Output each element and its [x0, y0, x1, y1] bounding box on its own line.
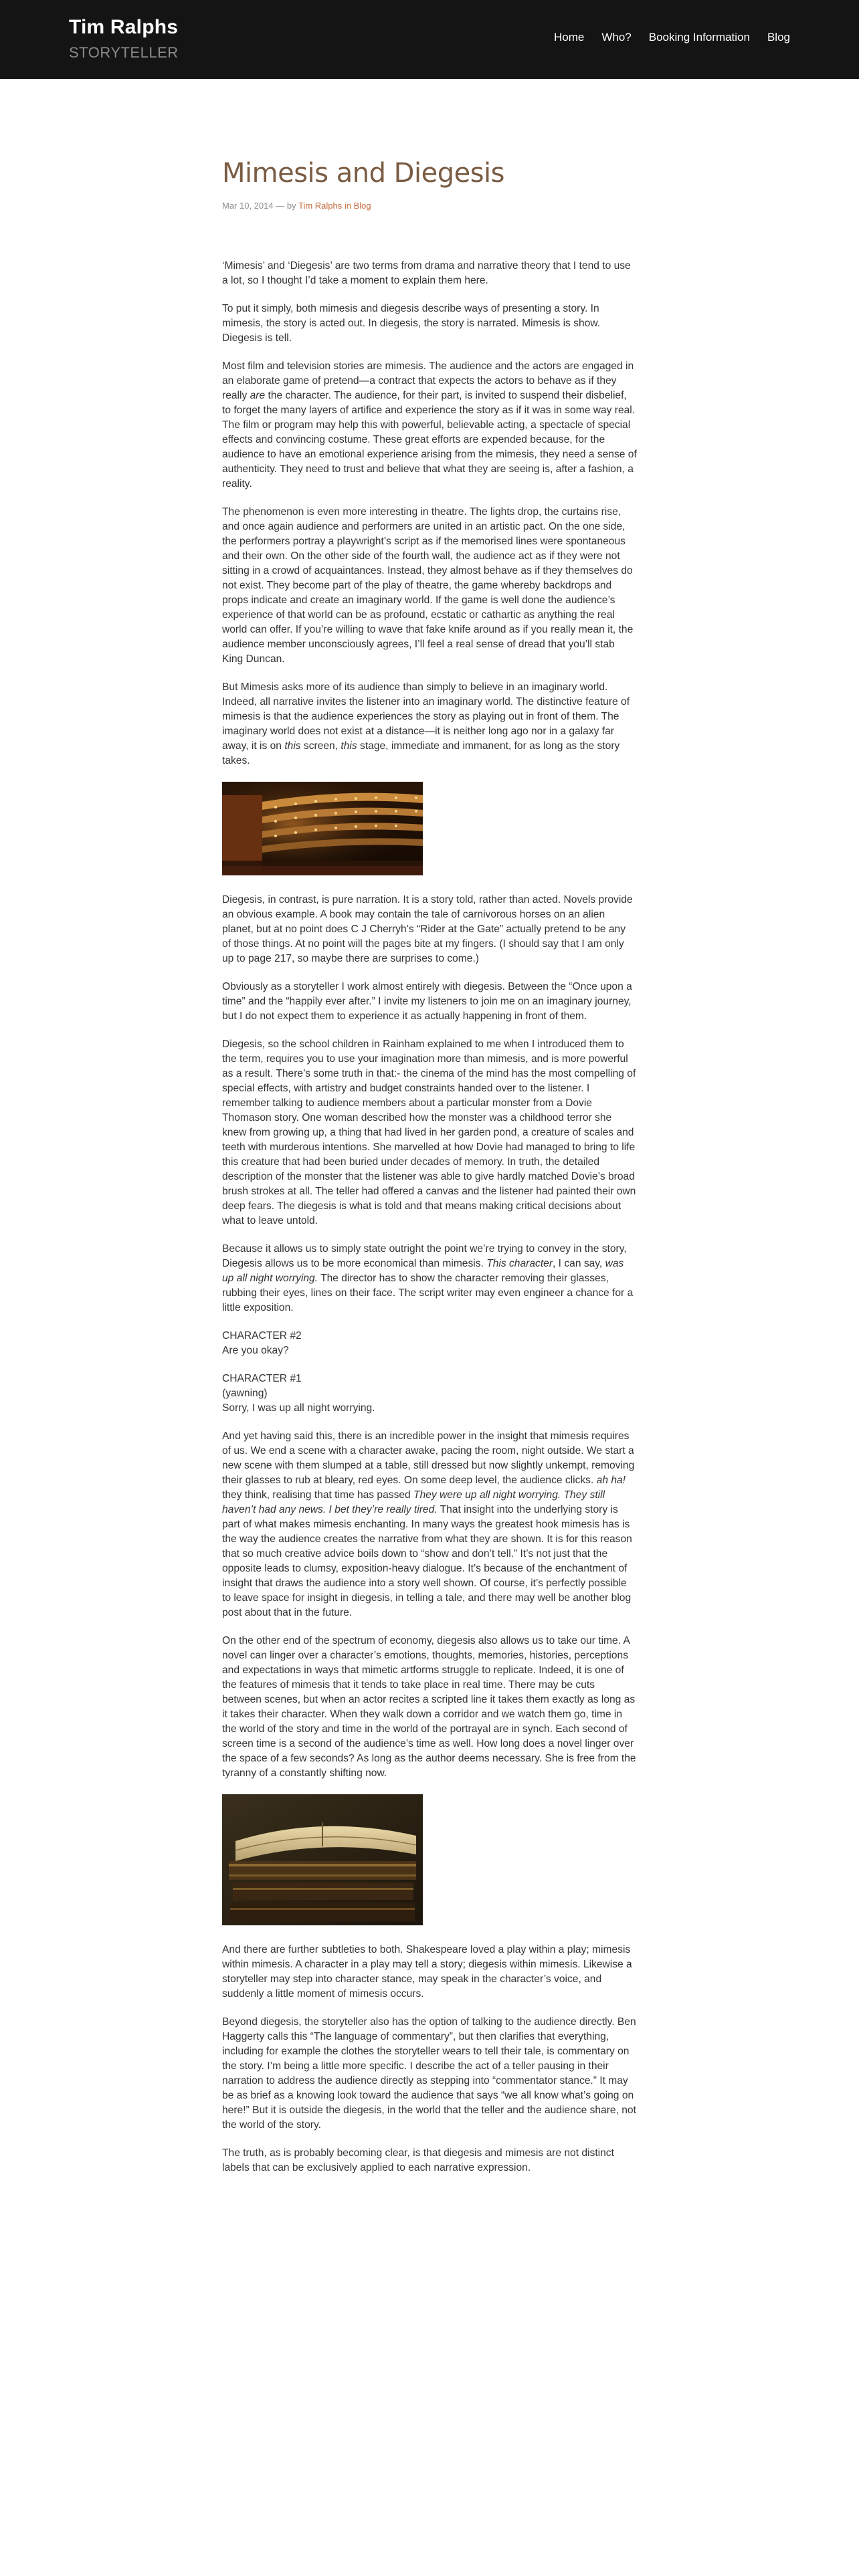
post-author-link[interactable]: Tim Ralphs	[298, 201, 343, 211]
post-category-link[interactable]: Blog	[353, 201, 371, 211]
paragraph: The truth, as is probably becoming clear, is that diegesis and mimesis are not distinct labels that can be exclusively applied to each narrative expression.	[222, 2147, 614, 2173]
nav-home[interactable]: Home	[553, 31, 585, 43]
paragraph: Most film and television stories are mimesis. The audience and the actors are engaged in an elaborate game of pretend—a contract that expects the actors to behave as if they really are the character. The audience, for their part, is invited to suspend their disbelief, to forget the many layers of artifice and experience the story as if it was in some way real. The film or program may help this with powerful, believable acting, a spectacle of special effects and convincing costume. These great efforts are expended because, for the audience to have an emotional experience arising from the mimesis, they need a sense of authenticity. They need to trust and believe that what they are seeing is, after a fashion, a reality.	[222, 360, 637, 490]
post-meta-in: in	[344, 201, 351, 211]
script-excerpt	[222, 1329, 637, 1358]
old-books-photo	[222, 1794, 423, 1925]
theatre-auditorium-photo	[222, 782, 423, 875]
paragraph: Beyond diegesis, the storyteller also has the option of talking to the audience directly. Ben Haggerty calls this “The language of commentary”, but then clarifies that everything, including for example the clothes the storyteller wears to tell their tale, is commentary on the story. I’m being a little more specific. I describe the act of a teller pausing in their narration to address the audience directly as stepping into “commentator stance.” It may be as brief as a knowing look toward the audience that says “we all know what’s going on here!” But it is outside the diegesis, in the world that the teller and the audience share, not the world of the story.	[222, 2016, 636, 2131]
main-nav	[554, 31, 790, 44]
nav-booking-information[interactable]: Booking Information	[648, 31, 750, 43]
paragraph: Because it allows us to simply state outright the point we’re trying to convey in the story, Diegesis allows us to be more economical than mimesis. This character, I can say, was up all night worrying. The director has to show the character removing their glasses, rubbing their eyes, lines on their face. The script writer may even engineer a chance for a little exposition.	[222, 1243, 634, 1313]
site-title[interactable]: Tim Ralphs	[69, 16, 179, 38]
paragraph: To put it simply, both mimesis and diegesis describe ways of presenting a story. In mimesis, the story is acted out. In diegesis, the story is narrated. Mimesis is show. Diegesis is tell.	[222, 303, 601, 344]
script-line: Sorry, I was up all night worrying.	[222, 1402, 375, 1414]
paragraph: But Mimesis asks more of its audience than simply to believe in an imaginary world. Indeed, all narrative invites the listener into an imaginary world. The distinctive feature of mimesis is that the audience experiences the story as playing out in front of them. The imaginary world does not exist at a distance—it is neither long ago nor in a galaxy far away, it is on this screen, this stage, immediate and immanent, for as long as the story takes.	[222, 681, 630, 766]
paragraph: Diegesis, so the school children in Rainham explained to me when I introduced them to the term, requires you to use your imagination more than mimesis, and is more powerful as a result. There’s some truth in that:- the cinema of the mind has the most compelling of special effects, with artistry and budget constraints handed over to the listener. I remember talking to audience members about a particular monster from a Dovie Thomason story. One woman described how the monster was a childhood terror she knew from growing up, a thing that had lived in her garden pond, a creature of scales and teeth with murderous intentions. She marvelled at how Dovie had managed to bring to life this creature that had been buried under decades of memory. In truth, the detailed description of the monster that the listener was able to give hardly matched Dovie’s broad brush strokes at all. The teller had offered a canvas and the listener had painted their own deep fears. The diegesis is what is told and that means making critical decisions about what to leave untold.	[222, 1039, 636, 1226]
post-meta-separator: — by	[276, 201, 296, 211]
blog-post	[222, 158, 637, 2189]
script-character-name: CHARACTER #1	[222, 1373, 302, 1384]
paragraph: And yet having said this, there is an incredible power in the insight that mimesis requires of us. We end a scene with a character awake, pacing the room, night outside. We start a new scene with them slumped at a table, still dressed but now slightly unkempt, removing their glasses to rub at bleary, red eyes. On some deep level, the audience clicks. ah ha! they think, realising that time has passed They were up all night worrying. They still haven’t had any news. I bet they’re really tired. That insight into the underlying story is part of what makes mimesis enchanting. In many ways the greatest hook mimesis has is the way the audience creates the narrative from what they are shown. It is for this reason that so much creative advice boils down to “show and don’t tell.” It’s not just that the opposite leads to clumsy, exposition-heavy dialogue. It’s because of the enchantment of insight that draws the audience into a story well shown. Of course, it’s perfectly possible to leave space for insight in diegesis, in telling a tale, and there may well be another blog post about that in the future.	[222, 1430, 635, 1618]
script-character-name: CHARACTER #2	[222, 1330, 302, 1341]
nav-blog[interactable]: Blog	[767, 31, 790, 43]
paragraph: On the other end of the spectrum of economy, diegesis also allows us to take our time. A novel can linger over a character’s emotions, thoughts, memories, histories, perceptions and expectations in ways that mimetic artforms struggle to replicate. Indeed, it is one of the features of mimesis that it tends to take place in real time. There may be cuts between scenes, but when an actor recites a scripted line it takes them exactly as long as it takes their character. When they walk down a corridor and we watch them go, time in the world of the story and time in the world of the portrayal are in synch. Each second of screen time is a second of the audience’s time as well. How long does a novel linger over the space of a few seconds? As long as the author deems necessary. She is free from the tyranny of a constantly shifting now.	[222, 1635, 636, 1779]
post-title: Mimesis and Diegesis	[222, 158, 504, 189]
script-direction: (yawning)	[222, 1388, 268, 1399]
post-meta	[222, 201, 637, 211]
paragraph: And there are further subtleties to both. Shakespeare loved a play within a play; mimesis within mimesis. A character in a play may tell a story; diegesis within mimesis. Likewise a storyteller may step into character stance, may speak in the character’s voice, and suddenly a little moment of mimesis occurs.	[222, 1944, 632, 2000]
site-tagline: STORYTELLER	[69, 44, 179, 61]
nav-who[interactable]: Who?	[601, 31, 632, 43]
paragraph: Obviously as a storyteller I work almost entirely with diegesis. Between the “Once upon a time” and the “happily ever after.” I invite my listeners to join me on an imaginary journey, but I do not expect them to experience it as actually happening in front of them.	[222, 981, 632, 1022]
site-header	[0, 0, 859, 79]
paragraph: ‘Mimesis’ and ‘Diegesis’ are two terms from drama and narrative theory that I tend to use a lot, so I thought I’d take a moment to explain them here.	[222, 260, 631, 286]
paragraph: The phenomenon is even more interesting in theatre. The lights drop, the curtains rise, and once again audience and performers are united in an artistic pact. On the one side, the performers portray a playwright’s script as if the memorised lines were spontaneous and their own. On the other side of the fourth wall, the audience act as if they were not sitting in a crowd of acquaintances. Instead, they almost behave as if they themselves do not exist. They become part of the play of theatre, the game whereby backdrops and props indicate and create an imaginary world. If the game is well done the audience’s experience of that world can be as profound, ecstatic or cathartic as anything the real world can offer. If you’re willing to wave that fake knife around as if you really mean it, the audience member unconsciously agrees, I’ll feel a real sense of dread that you’ll stab King Duncan.	[222, 506, 634, 665]
paragraph: Diegesis, in contrast, is pure narration. It is a story told, rather than acted. Novels provide an obvious example. A book may contain the tale of carnivorous horses on an alien planet, but at no point does C J Cherryh’s “Rider at the Gate” actually pretend to be any of those things. At no point will the pages bite at my fingers. (I should say that I am only up to page 217, so maybe there are surprises to come.)	[222, 894, 633, 964]
post-date: Mar 10, 2014	[222, 201, 274, 211]
post-content	[222, 259, 637, 2175]
script-excerpt	[222, 1372, 637, 1416]
script-line: Are you okay?	[222, 1345, 289, 1356]
